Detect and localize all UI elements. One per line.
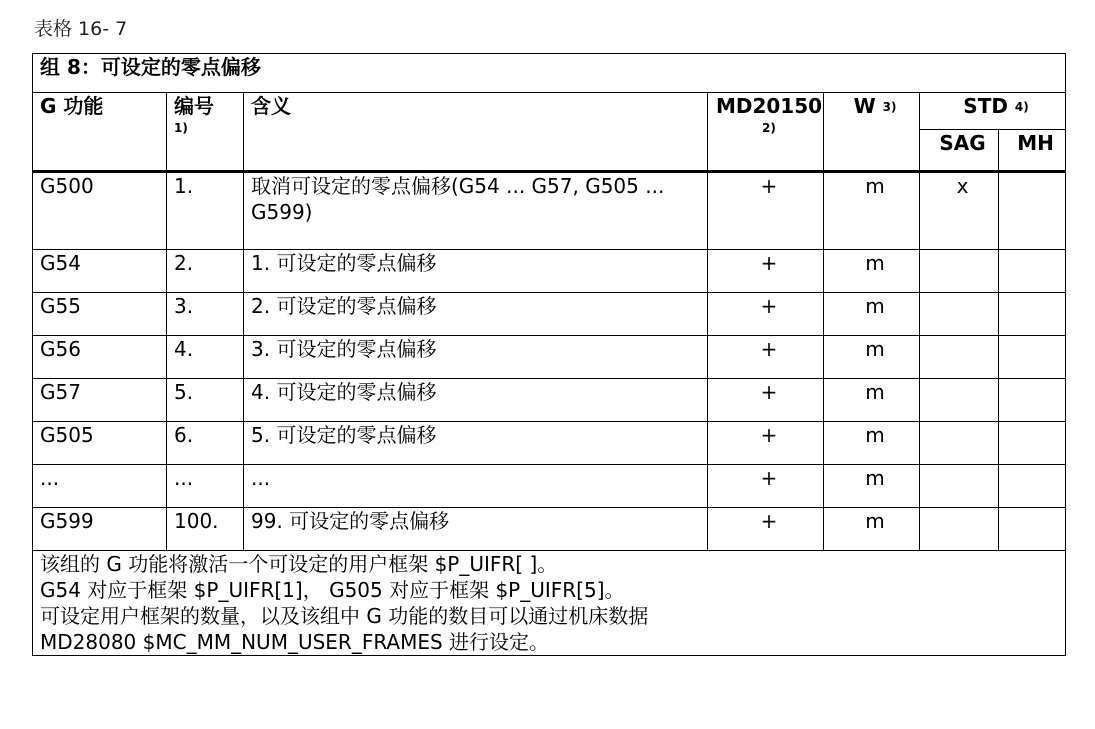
cell-number: ... xyxy=(167,465,244,508)
cell-sag xyxy=(920,293,999,336)
cell-mh xyxy=(999,336,1066,379)
cell-md: + xyxy=(708,336,824,379)
cell-sag xyxy=(920,422,999,465)
table-row xyxy=(33,465,1066,508)
header-number-label: 编号 xyxy=(174,94,214,118)
cell-meaning: 99. 可设定的零点偏移 xyxy=(244,508,708,551)
cell-g: ... xyxy=(33,465,167,508)
cell-mh xyxy=(999,379,1066,422)
group-title-row xyxy=(33,54,1066,93)
cell-meaning: 1. 可设定的零点偏移 xyxy=(244,250,708,293)
cell-sag xyxy=(920,508,999,551)
cell-number: 3. xyxy=(167,293,244,336)
cell-mh xyxy=(999,465,1066,508)
cell-mh xyxy=(999,250,1066,293)
table-row xyxy=(33,336,1066,379)
cell-mh xyxy=(999,422,1066,465)
cell-sag xyxy=(920,379,999,422)
g-function-table xyxy=(32,53,1066,656)
cell-mh xyxy=(999,508,1066,551)
header-std-label: STD xyxy=(963,94,1008,118)
header-md-footnote: 2) xyxy=(762,121,776,135)
cell-w: m xyxy=(824,465,920,508)
note-line: MD28080 $MC_MM_NUM_USER_FRAMES 进行设定。 xyxy=(40,630,550,654)
header-std xyxy=(920,93,1066,130)
cell-w: m xyxy=(824,172,920,250)
note-line: G54 对应于框架 $P_UIFR[1]， G505 对应于框架 $P_UIFR[5]。 xyxy=(40,578,625,602)
table-row xyxy=(33,508,1066,551)
table-row xyxy=(33,379,1066,422)
header-std-footnote: 4) xyxy=(1014,100,1029,114)
cell-mh xyxy=(999,293,1066,336)
header-md-label: MD20150 xyxy=(715,94,823,118)
header-number xyxy=(167,93,244,172)
header-w-footnote: 3) xyxy=(882,100,897,114)
cell-w: m xyxy=(824,379,920,422)
cell-g: G56 xyxy=(33,336,167,379)
cell-g: G599 xyxy=(33,508,167,551)
header-sag: SAG xyxy=(920,130,999,172)
cell-number: 2. xyxy=(167,250,244,293)
cell-meaning: 4. 可设定的零点偏移 xyxy=(244,379,708,422)
cell-g: G54 xyxy=(33,250,167,293)
cell-number: 5. xyxy=(167,379,244,422)
header-w xyxy=(824,93,920,172)
cell-number: 1. xyxy=(167,172,244,250)
cell-md: + xyxy=(708,250,824,293)
header-mh: MH xyxy=(999,130,1066,172)
note-line: 该组的 G 功能将激活一个可设定的用户框架 $P_UIFR[ ]。 xyxy=(40,552,558,576)
cell-sag xyxy=(920,336,999,379)
cell-md: + xyxy=(708,508,824,551)
cell-number: 6. xyxy=(167,422,244,465)
cell-md: + xyxy=(708,465,824,508)
header-md20150 xyxy=(708,93,824,172)
notes-row xyxy=(33,551,1066,656)
cell-number: 4. xyxy=(167,336,244,379)
cell-md: + xyxy=(708,293,824,336)
cell-sag xyxy=(920,250,999,293)
cell-md: + xyxy=(708,172,824,250)
header-number-footnote: 1) xyxy=(174,121,188,135)
cell-sag: x xyxy=(920,172,999,250)
header-w-label: W xyxy=(853,94,876,118)
cell-mh xyxy=(999,172,1066,250)
cell-w: m xyxy=(824,250,920,293)
cell-md: + xyxy=(708,379,824,422)
cell-g: G57 xyxy=(33,379,167,422)
table-row xyxy=(33,422,1066,465)
table-row xyxy=(33,293,1066,336)
cell-md: + xyxy=(708,422,824,465)
notes-cell xyxy=(33,551,1066,656)
cell-w: m xyxy=(824,336,920,379)
cell-g: G55 xyxy=(33,293,167,336)
cell-meaning: 5. 可设定的零点偏移 xyxy=(244,422,708,465)
cell-meaning: 取消可设定的零点偏移(G54 ... G57, G505 ... G599) xyxy=(244,172,708,250)
table-row xyxy=(33,250,1066,293)
cell-sag xyxy=(920,465,999,508)
header-row xyxy=(33,93,1066,130)
cell-w: m xyxy=(824,293,920,336)
group-title: 组 8：可设定的零点偏移 xyxy=(33,54,1066,93)
table-row xyxy=(33,172,1066,250)
cell-number: 100. xyxy=(167,508,244,551)
header-g-function: G 功能 xyxy=(33,93,167,172)
cell-g: G500 xyxy=(33,172,167,250)
header-meaning: 含义 xyxy=(244,93,708,172)
table-caption: 表格 16- 7 xyxy=(34,18,128,40)
cell-w: m xyxy=(824,508,920,551)
cell-g: G505 xyxy=(33,422,167,465)
cell-w: m xyxy=(824,422,920,465)
cell-meaning: ... xyxy=(244,465,708,508)
cell-meaning: 3. 可设定的零点偏移 xyxy=(244,336,708,379)
note-line: 可设定用户框架的数量，以及该组中 G 功能的数目可以通过机床数据 xyxy=(40,604,649,628)
cell-meaning: 2. 可设定的零点偏移 xyxy=(244,293,708,336)
